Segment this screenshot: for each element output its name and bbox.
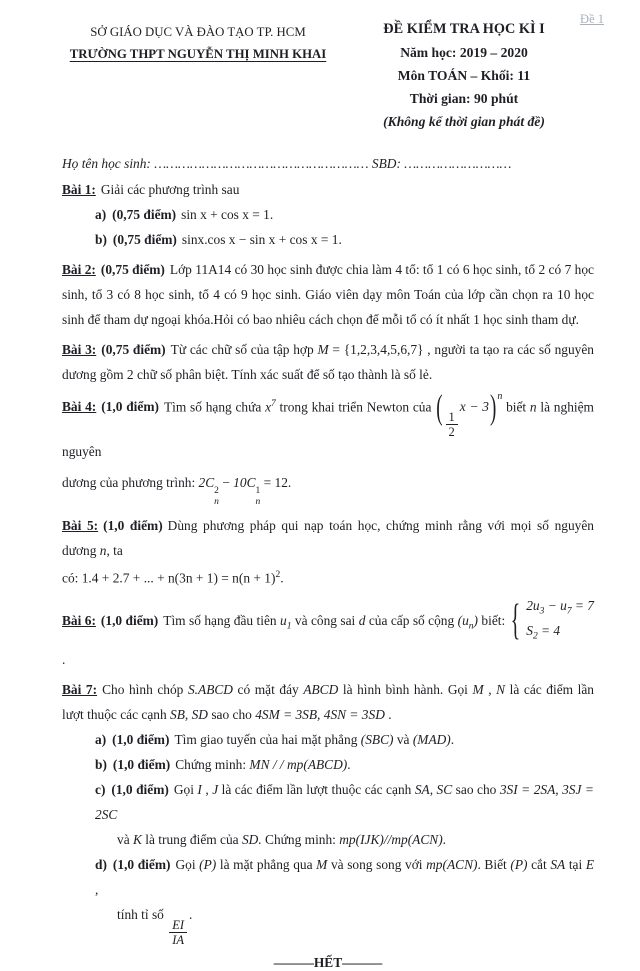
exam-code: Đề 1 bbox=[580, 12, 604, 26]
item-c-text-3: sao cho bbox=[452, 782, 500, 798]
item-d-text: Gọi bbox=[175, 857, 200, 873]
item-c-text: Gọi bbox=[173, 782, 198, 798]
problem-6-text: Tìm số hạng đầu tiên bbox=[163, 612, 281, 628]
pyramid-name: S.ABCD bbox=[187, 682, 233, 698]
item-a-marker: a) bbox=[95, 732, 107, 748]
system-rows bbox=[526, 596, 594, 647]
problem-5-points: (1,0 điểm) bbox=[103, 518, 163, 534]
item-c-text-4: và bbox=[117, 832, 133, 848]
ratio-conditions-c: 3SI = 2SA, 3SJ = 2SC bbox=[95, 782, 594, 823]
item-a-formula: sin x + cos x = 1. bbox=[181, 207, 274, 222]
item-c-text-2: là các điểm lần lượt thuộc các cạnh bbox=[218, 782, 415, 798]
item-c-text-6: Chứng minh: bbox=[261, 832, 340, 848]
problem-1-heading bbox=[62, 177, 594, 202]
combination-term-2: 10C bbox=[233, 475, 256, 491]
points-mn: M , N bbox=[472, 682, 506, 698]
problem-4-points: (1,0 điểm) bbox=[101, 399, 159, 415]
parallel-planes: mp(IJK)//mp(ACN) bbox=[339, 832, 443, 848]
end-dashes-left: ——— bbox=[273, 955, 314, 971]
item-d-text-4: . Biết bbox=[477, 857, 511, 873]
item-b-text: Chứng minh: bbox=[175, 757, 250, 773]
header-left-block bbox=[62, 18, 334, 133]
problem-5-period: . bbox=[280, 570, 284, 586]
binomial-expression: x − 3 bbox=[459, 399, 489, 415]
minus-operator: − bbox=[218, 475, 234, 491]
combination-sup-2: 1 bbox=[255, 486, 261, 497]
item-a-marker: a) bbox=[95, 207, 107, 222]
end-marker bbox=[62, 955, 594, 971]
item-b-points: (1,0 điểm) bbox=[112, 757, 171, 773]
exam-title: ĐỀ KIỂM TRA HỌC KÌ I bbox=[383, 21, 545, 37]
point-m: M bbox=[316, 857, 328, 873]
problem-3-text: Từ các chữ số của tập hợp bbox=[170, 342, 318, 357]
problem-5-label: Bài 5: bbox=[62, 518, 99, 534]
student-info-line bbox=[62, 156, 594, 172]
department-name: SỞ GIÁO DỤC VÀ ĐÀO TẠO TP. HCM bbox=[90, 25, 306, 39]
problem-4-text-4: là nghiệm nguyên bbox=[62, 399, 594, 460]
ratio-fraction bbox=[169, 918, 187, 947]
combination-sub-2: n bbox=[255, 497, 261, 508]
problem-5 bbox=[62, 513, 594, 590]
item-d-period: . bbox=[189, 907, 193, 923]
problem-3 bbox=[62, 337, 594, 387]
problem-1b bbox=[62, 227, 594, 252]
problem-4-text-3: biết bbox=[502, 399, 530, 415]
binomial-exponent: n bbox=[497, 391, 503, 403]
combination-equation bbox=[198, 475, 292, 508]
item-d-comma: , bbox=[95, 882, 99, 898]
item-c-text-5: là trung điểm của bbox=[141, 832, 242, 848]
eq1-term: 2u bbox=[526, 597, 540, 613]
student-name-dots: ……………………………………………… bbox=[154, 156, 369, 171]
item-d-text-7: tính tỉ số bbox=[117, 907, 168, 923]
exam-header bbox=[62, 18, 594, 133]
d-variable: d bbox=[358, 612, 366, 628]
squared-exponent: 2 bbox=[275, 570, 281, 581]
fraction-numerator: 1 bbox=[446, 410, 458, 425]
problem-2 bbox=[62, 257, 594, 332]
problem-3-points: (0,75 điểm) bbox=[101, 342, 166, 357]
combination-sub-1: n bbox=[214, 497, 219, 508]
right-paren: ) bbox=[489, 389, 497, 429]
problem-5-text: Dùng phương pháp qui nạp toán học, chứng minh rằng với mọi số nguyên dương bbox=[62, 518, 594, 559]
item-b-points: (0,75 điểm) bbox=[112, 232, 177, 247]
set-definition: = {1,2,3,4,5,6,7} bbox=[328, 342, 424, 357]
n-variable: n bbox=[99, 543, 107, 559]
sbd-dots: ……………………… bbox=[404, 156, 512, 171]
problem-1-label: Bài 1: bbox=[62, 182, 96, 197]
problem-6-text-4: biết: bbox=[477, 612, 509, 628]
ratio-numerator: EI bbox=[169, 918, 187, 933]
edge-sa: SA bbox=[550, 857, 566, 873]
problem-5-text-3: có: bbox=[62, 570, 82, 586]
base-name: ABCD bbox=[303, 682, 339, 698]
item-b-marker: b) bbox=[95, 232, 107, 247]
problem-7-intro bbox=[62, 677, 594, 727]
sequence-close-paren: ) bbox=[473, 612, 478, 628]
u1-variable: u bbox=[280, 612, 287, 628]
eq1-sub-1: 3 bbox=[539, 606, 545, 617]
duration: Thời gian: 90 phút bbox=[409, 91, 519, 106]
item-d-text-3: và song song với bbox=[327, 857, 427, 873]
ratio-conditions: 4SM = 3SB, 4SN = 3SD bbox=[255, 707, 385, 723]
item-d-text-2: là mặt phẳng qua bbox=[216, 857, 317, 873]
sequence-notation: (u bbox=[457, 612, 469, 628]
plane-sbc: (SBC) bbox=[360, 732, 394, 748]
system-equation-1 bbox=[526, 596, 594, 622]
induction-formula: 1.4 + 2.7 + ... + n(3n + 1) = n(n + 1) bbox=[81, 570, 276, 586]
plane-p: (P) bbox=[199, 857, 217, 873]
left-paren: ( bbox=[436, 389, 443, 429]
points-ij: I , J bbox=[197, 782, 219, 798]
problem-4-label: Bài 4: bbox=[62, 399, 97, 415]
item-a-text-2: và bbox=[393, 732, 413, 748]
equation-system bbox=[511, 596, 594, 647]
parallel-statement: MN / / mp(ABCD) bbox=[249, 757, 348, 773]
newton-binomial bbox=[435, 389, 503, 440]
combination-sup-1: 2 bbox=[214, 486, 219, 497]
one-half-fraction bbox=[446, 410, 458, 439]
problem-4 bbox=[62, 389, 594, 508]
problem-2-label: Bài 2: bbox=[62, 262, 96, 277]
problem-4-line1 bbox=[62, 389, 594, 464]
set-variable: M bbox=[317, 342, 329, 357]
item-a-points: (0,75 điểm) bbox=[112, 207, 177, 222]
school-year: Năm học: 2019 – 2020 bbox=[400, 45, 528, 60]
item-b-period: . bbox=[347, 757, 351, 773]
problem-7 bbox=[62, 677, 594, 947]
problem-7-text-2: có mặt đáy bbox=[232, 682, 304, 698]
problem-6-label: Bài 6: bbox=[62, 612, 96, 628]
problem-2-text: Lớp 11A14 có 30 học sinh được chia làm 4 tổ: tổ 1 có 6 học sinh, tổ 2 có 7 học sinh, tổ 3 có 8 học sinh, tổ 4 có 9 học sinh. Giáo viên dạy môn Toán của lớp cần chọn ra 10 học sinh để tham dự ngoại khóa.Hỏi có bao nhiêu cách chọn để mỗi tổ có ít nhất 1 học sinh tham dự. bbox=[62, 262, 594, 327]
problem-7b bbox=[62, 752, 594, 777]
edge-sd: SD. bbox=[241, 832, 262, 848]
eq2-term: S bbox=[526, 623, 533, 639]
problem-1-intro: Giải các phương trình sau bbox=[100, 182, 240, 197]
plane-mad: (MAD) bbox=[412, 732, 451, 748]
problem-4-text-5: dương của phương trình: bbox=[62, 475, 199, 491]
school-name: TRƯỜNG THPT NGUYỄN THỊ MINH KHAI bbox=[69, 47, 327, 61]
problem-5-text-2: , ta bbox=[106, 543, 123, 559]
problem-3-label: Bài 3: bbox=[62, 342, 97, 357]
problem-6 bbox=[62, 596, 594, 672]
ratio-denominator: IA bbox=[172, 933, 185, 948]
end-label: HẾT bbox=[313, 955, 343, 971]
problem-7-text: Cho hình chóp bbox=[102, 682, 188, 698]
equation-result: = 12. bbox=[260, 475, 292, 491]
eq1-term-2: − u bbox=[544, 597, 567, 613]
item-c-marker: c) bbox=[95, 782, 106, 798]
header-right-block bbox=[334, 18, 594, 133]
end-dashes-right: ——— bbox=[342, 955, 383, 971]
sbd-label: SBD: bbox=[368, 156, 405, 171]
item-d-marker: d) bbox=[95, 857, 107, 873]
point-e: E bbox=[585, 857, 595, 873]
system-equation-2 bbox=[526, 621, 594, 647]
combination-term-1: 2C bbox=[198, 475, 215, 491]
subject-grade: Môn TOÁN – Khối: 11 bbox=[397, 68, 531, 83]
problem-4-text-2: trong khai triển Newton của bbox=[275, 399, 436, 415]
point-k: K bbox=[133, 832, 142, 848]
item-d-points: (1,0 điểm) bbox=[112, 857, 171, 873]
problem-7-period: . bbox=[384, 707, 392, 723]
eq2-result: = 4 bbox=[537, 623, 561, 639]
student-name-label: Họ tên học sinh: bbox=[62, 156, 155, 171]
item-d-text-5: cắt bbox=[527, 857, 551, 873]
eq2-sub: 2 bbox=[532, 632, 538, 643]
problem-5-line2 bbox=[62, 563, 594, 590]
x-variable: x bbox=[265, 399, 272, 415]
problem-4-line2 bbox=[62, 470, 594, 508]
problem-6-period: . bbox=[62, 652, 66, 668]
item-c-points: (1,0 điểm) bbox=[111, 782, 169, 798]
problem-5-line1 bbox=[62, 513, 594, 563]
x-exponent: 7 bbox=[271, 399, 276, 409]
item-a-points: (1,0 điểm) bbox=[112, 732, 170, 748]
problem-7d-line2 bbox=[62, 902, 594, 947]
problem-7a bbox=[62, 727, 594, 752]
exam-note: (Không kể thời gian phát đề) bbox=[383, 114, 545, 129]
u1-subscript: 1 bbox=[286, 621, 292, 632]
eq1-result: = 7 bbox=[571, 597, 594, 613]
problem-6-text-3: của cấp số cộng bbox=[365, 612, 458, 628]
problem-1 bbox=[62, 177, 594, 252]
item-a-text: Tìm giao tuyến của hai mặt phẳng bbox=[174, 732, 361, 748]
problem-4-text: Tìm số hạng chứa bbox=[163, 399, 266, 415]
eq1-sub-2: 7 bbox=[566, 606, 572, 617]
item-a-period: . bbox=[450, 732, 455, 748]
problem-6-points: (1,0 điểm) bbox=[100, 612, 159, 628]
problem-7-text-3: là hình bình hành. Gọi bbox=[338, 682, 473, 698]
problem-6-text-2: và công sai bbox=[291, 612, 359, 628]
problem-7d-line1 bbox=[62, 852, 594, 902]
system-brace: { bbox=[510, 596, 521, 645]
fraction-denominator: 2 bbox=[448, 425, 455, 440]
problem-7c-line1 bbox=[62, 777, 594, 827]
problem-3-text-2: , người ta tạo ra các số nguyên dương gồm 2 chữ số phân biệt. Tính xác suất để số tạo thành là số lẻ. bbox=[62, 342, 594, 382]
problem-7-text-4: là các điểm lần lượt thuộc các cạnh bbox=[62, 682, 594, 723]
problem-7-label: Bài 7: bbox=[62, 682, 98, 698]
n-variable: n bbox=[529, 399, 537, 415]
problem-1a bbox=[62, 202, 594, 227]
problem-7-text-5: sao cho bbox=[207, 707, 256, 723]
edges-sa-sc: SA, SC bbox=[414, 782, 453, 798]
plane-p-2: (P) bbox=[510, 857, 528, 873]
plane-acn: mp(ACN) bbox=[426, 857, 478, 873]
item-d-text-6: tại bbox=[565, 857, 586, 873]
edges-sb-sd: SB, SD bbox=[170, 707, 208, 723]
item-c-period: . bbox=[442, 832, 447, 848]
item-b-marker: b) bbox=[95, 757, 107, 773]
problem-7c-line2 bbox=[62, 827, 594, 852]
item-b-formula: sinx.cos x − sin x + cos x = 1. bbox=[181, 232, 342, 247]
problem-2-points: (0,75 điểm) bbox=[100, 262, 165, 277]
sequence-subscript: n bbox=[468, 621, 474, 632]
